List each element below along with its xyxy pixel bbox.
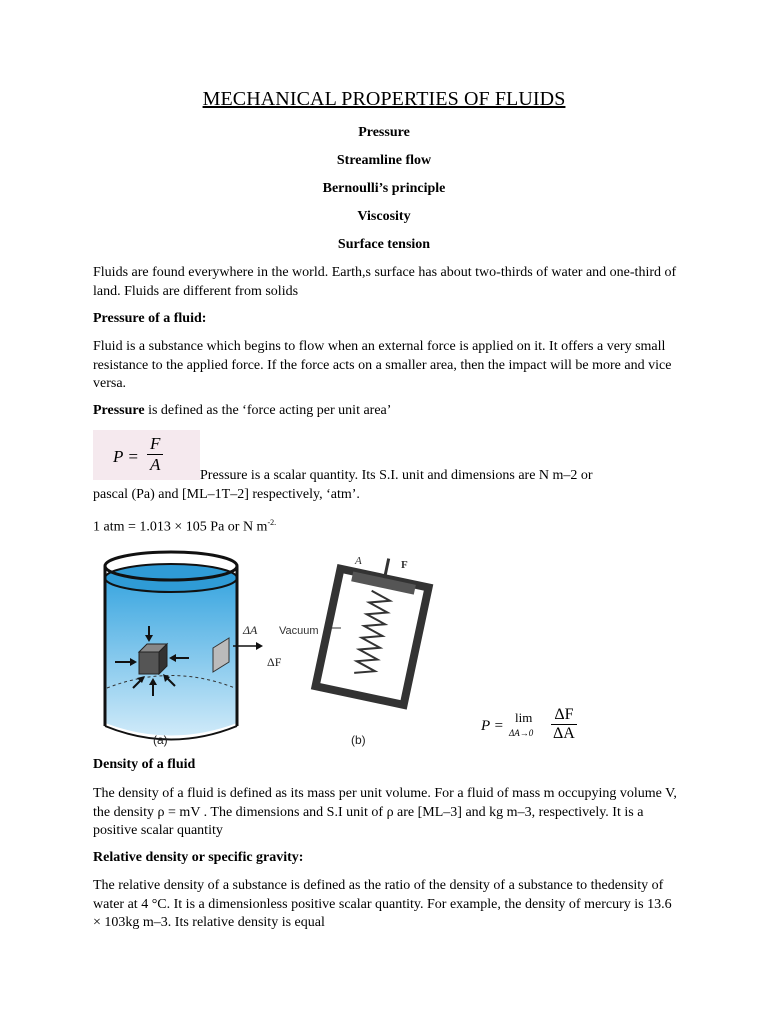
scalar-line-2: pascal (Pa) and [ML–1T–2] respectively, ‘atm’. bbox=[93, 487, 360, 502]
topic-streamline-flow: Streamline flow bbox=[336, 153, 432, 168]
relative-density-heading: Relative density or specific gravity: bbox=[93, 850, 304, 865]
figure-label-a: (a) bbox=[153, 733, 168, 747]
limit-formula bbox=[481, 706, 591, 748]
limit-numerator: ΔF bbox=[554, 706, 574, 723]
formula-denominator: A bbox=[147, 454, 163, 475]
limit-lhs: P = bbox=[481, 718, 504, 734]
formula-fraction bbox=[147, 434, 163, 475]
page-title: MECHANICAL PROPERTIES OF FLUIDS bbox=[202, 88, 566, 110]
topic-viscosity: Viscosity bbox=[357, 209, 411, 224]
vacuum-device-illustration bbox=[316, 549, 433, 705]
limit-sub: ΔA→0 bbox=[509, 728, 534, 738]
pressure-formula bbox=[93, 430, 200, 480]
formula-numerator: F bbox=[150, 434, 161, 453]
limit-denominator: ΔA bbox=[553, 725, 575, 742]
topic-pressure: Pressure bbox=[358, 125, 410, 140]
figure-label-A: A bbox=[355, 555, 362, 567]
intro-paragraph: Fluids are found everywhere in the world. Earth,s surface has about two-thirds of water and one-third of land. Fluids are different from solids bbox=[93, 265, 677, 299]
atm-line bbox=[93, 514, 678, 537]
figure-label-F: F bbox=[401, 559, 408, 571]
topic-bernoulli: Bernoulli’s principle bbox=[322, 181, 446, 196]
scalar-line-1: Pressure is a scalar quantity. Its S.I. unit and dimensions are N m–2 or bbox=[200, 468, 593, 483]
atm-text: 1 atm = 1.013 × 105 Pa or N m bbox=[93, 519, 268, 535]
pressure-heading: Pressure of a fluid: bbox=[93, 311, 207, 326]
topic-surface-tension: Surface tension bbox=[337, 237, 431, 252]
density-paragraph: The density of a fluid is defined as its mass per unit volume. For a fluid of mass m occupying volume V, the density ρ = mV . The dimensions and S.I unit of ρ are [ML–3] and kg m–3, respectively. It is a positive scalar quantity bbox=[93, 786, 677, 838]
pressure-definition-bold: Pressure bbox=[93, 403, 145, 418]
pressure-definition bbox=[93, 402, 678, 421]
pressure-paragraph: Fluid is a substance which begins to flow when an external force is applied on it. It offers a very small resistance to the applied force. If the force acts on a smaller area, then the impact will be more and vice versa. bbox=[93, 339, 672, 391]
beaker-illustration bbox=[105, 552, 263, 740]
figure-vacuum-label: Vacuum bbox=[279, 625, 319, 637]
figure-delta-a: ΔA bbox=[243, 623, 258, 637]
atm-superscript: -2. bbox=[267, 518, 277, 527]
relative-density-paragraph: The relative density of a substance is defined as the ratio of the density of a substance to thedensity of water at 4 °C. It is a dimensionless positive scalar quantity. For example, the density of mercury is 13.6 × 103kg m–3. Its relative density is equal bbox=[93, 878, 672, 930]
figure-delta-f: ΔF bbox=[267, 655, 282, 669]
pressure-definition-rest: is defined as the ‘force acting per unit area’ bbox=[144, 403, 392, 418]
figure-label-b: (b) bbox=[351, 733, 366, 747]
formula-lhs: P = bbox=[113, 447, 139, 466]
limit-lim: lim bbox=[515, 710, 533, 725]
density-heading: Density of a fluid bbox=[93, 757, 196, 772]
limit-fraction bbox=[551, 706, 577, 743]
